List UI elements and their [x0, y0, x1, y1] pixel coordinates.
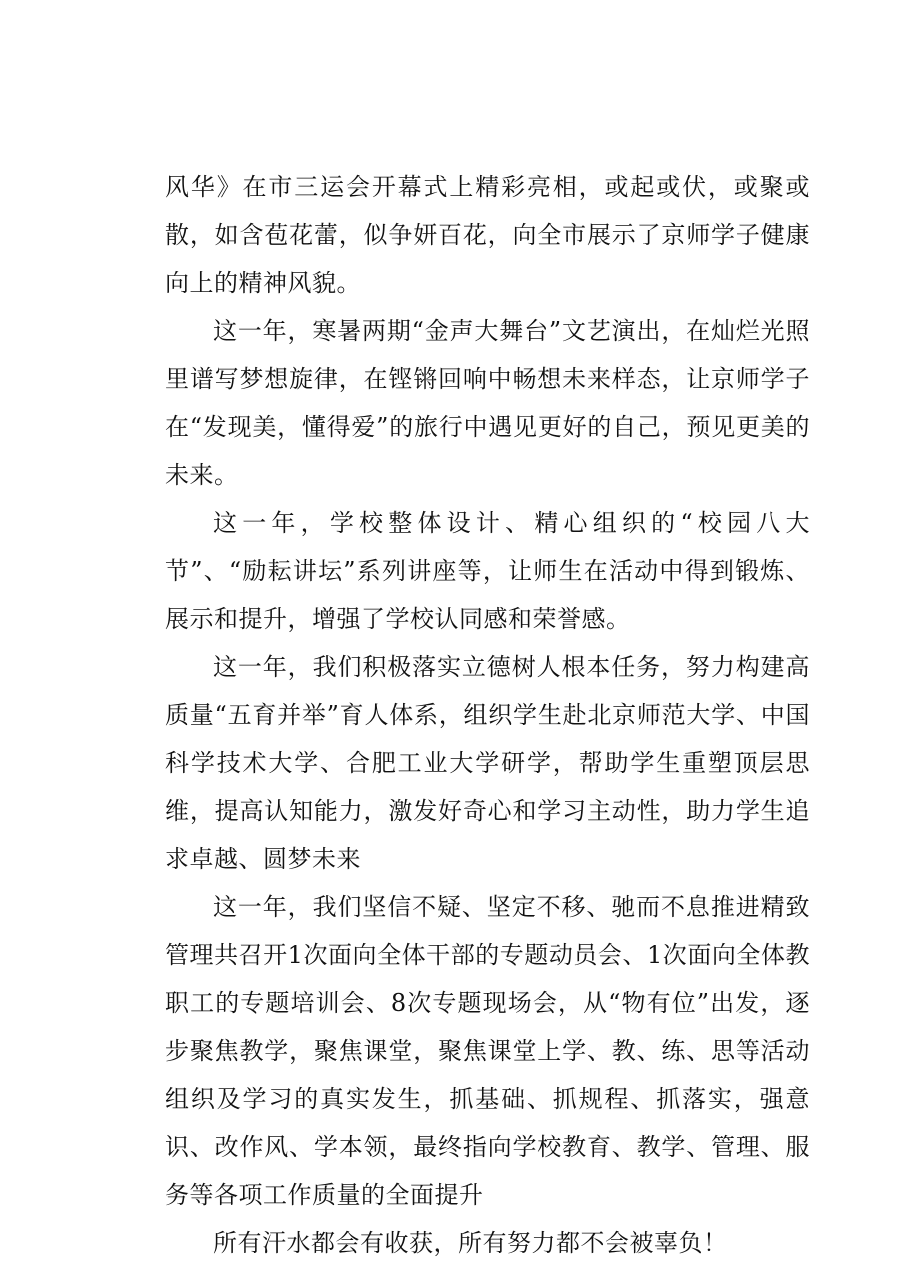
paragraph-4: 这一年，我们积极落实立德树人根本任务，努力构建高质量“五育并举”育人体系，组织学生赴北京师范大学、中国科学技术大学、合肥工业大学研学，帮助学生重塑顶层思维，提高认知能力，激发好奇心和学习主动性，助力学生追求卓越、圆梦未来 — [165, 653, 810, 873]
paragraph-6: 所有汗水都会有收获，所有努力都不会被辜负！ — [213, 1229, 728, 1257]
paragraph-1: 风华》在市三运会开幕式上精彩亮相，或起或伏，或聚或散，如含苞花蕾，似争妍百花，向全市展示了京师学子健康向上的精神风貌。 — [165, 173, 810, 297]
document-body — [165, 163, 810, 1267]
paragraph-5: 这一年，我们坚信不疑、坚定不移、驰而不息推进精致管理共召开1次面向全体干部的专题动员会、1次面向全体教职工的专题培训会、8次专题现场会，从“物有位”出发，逐步聚焦教学，聚焦课堂，聚焦课堂上学、教、练、思等活动组织及学习的真实发生，抓基础、抓规程、抓落实，强意识、改作风、学本领，最终指向学校教育、教学、管理、服务等各项工作质量的全面提升 — [165, 893, 810, 1209]
paragraph-2: 这一年，寒暑两期“金声大舞台”文艺演出，在灿烂光照里谱写梦想旋律，在铿锵回响中畅想未来样态，让京师学子在“发现美，懂得爱”的旅行中遇见更好的自己，预见更美的未来。 — [165, 317, 810, 489]
paragraph-3: 这一年，学校整体设计、精心组织的“校园八大节”、“励耘讲坛”系列讲座等，让师生在活动中得到锻炼、展示和提升，增强了学校认同感和荣誉感。 — [165, 509, 810, 633]
